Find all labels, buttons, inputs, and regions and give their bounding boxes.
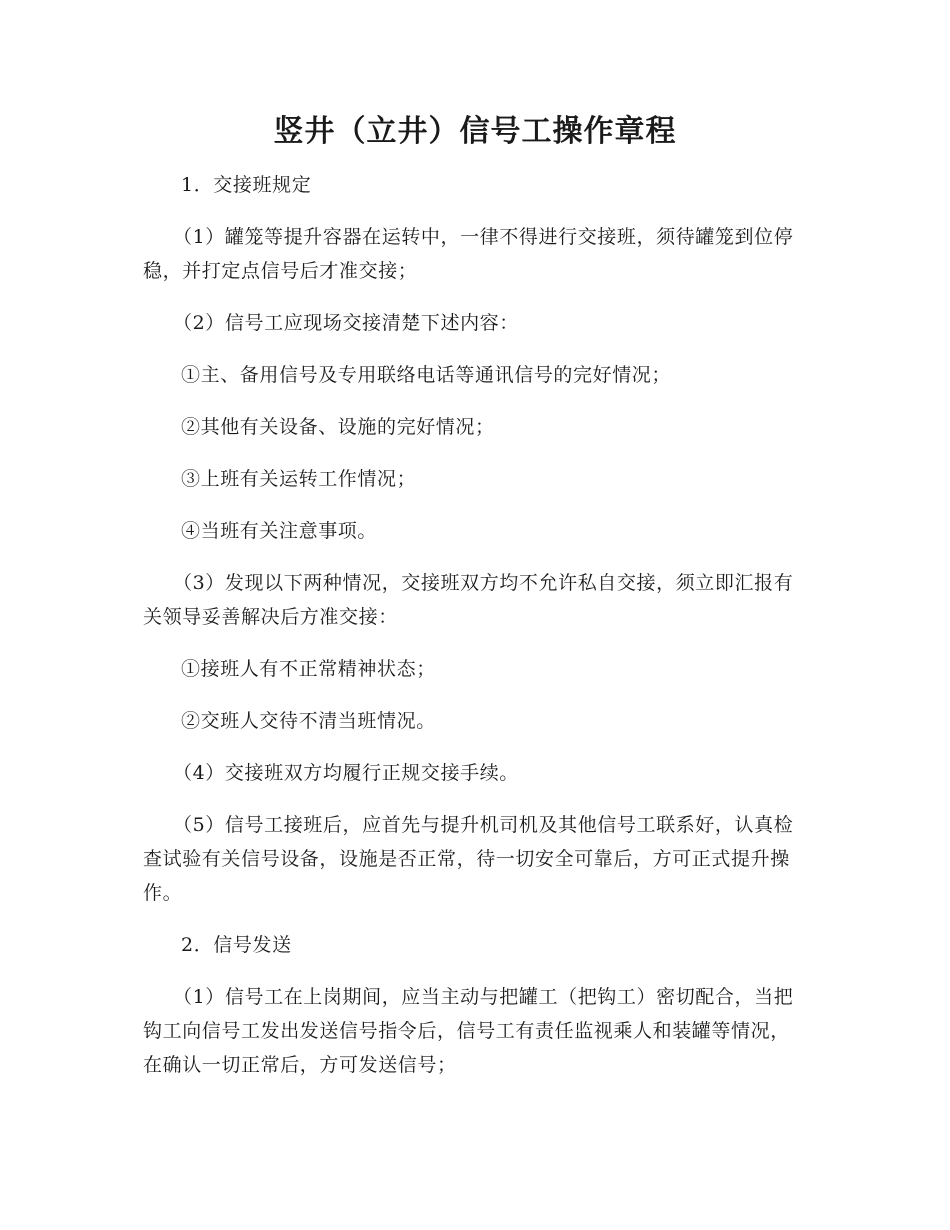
paragraph-handover-5: （5）信号工接班后，应首先与提升机司机及其他信号工联系好，认真检查试验有关信号设备，设施是否正常，待一切安全可靠后，方可正式提升操作。 [143, 814, 794, 904]
document-title: 竖井（立井）信号工操作章程 [273, 114, 677, 149]
section-heading-signal-sending: 2．信号发送 [181, 934, 292, 956]
section-heading-handover: 1．交接班规定 [181, 174, 312, 196]
list-item-handover-3-1: ①接班人有不正常精神状态； [181, 658, 436, 680]
paragraph-handover-4: （4）交接班双方均履行正规交接手续。 [173, 762, 519, 784]
list-item-handover-2-2: ②其他有关设备、设施的完好情况； [181, 416, 495, 438]
list-item-handover-3-2: ②交班人交待不清当班情况。 [181, 710, 436, 732]
list-item-handover-2-1: ①主、备用信号及专用联络电话等通讯信号的完好情况； [181, 364, 672, 386]
paragraph-handover-2: （2）信号工应现场交接清楚下述内容： [173, 312, 519, 334]
paragraph-handover-3: （3）发现以下两种情况，交接班双方均不允许私自交接，须立即汇报有关领导妥善解决后方准交接： [143, 572, 794, 628]
document-body [143, 160, 807, 1082]
list-item-handover-2-3: ③上班有关运转工作情况； [181, 468, 417, 490]
paragraph-signal-1: （1）信号工在上岗期间，应当主动与把罐工（把钩工）密切配合，当把钩工向信号工发出发送信号指令后，信号工有责任监视乘人和装罐等情况，在确认一切正常后，方可发送信号； [143, 986, 794, 1076]
list-item-handover-2-4: ④当班有关注意事项。 [181, 520, 378, 542]
paragraph-handover-1: （1）罐笼等提升容器在运转中，一律不得进行交接班，须待罐笼到位停稳，并打定点信号后才准交接； [143, 226, 794, 282]
